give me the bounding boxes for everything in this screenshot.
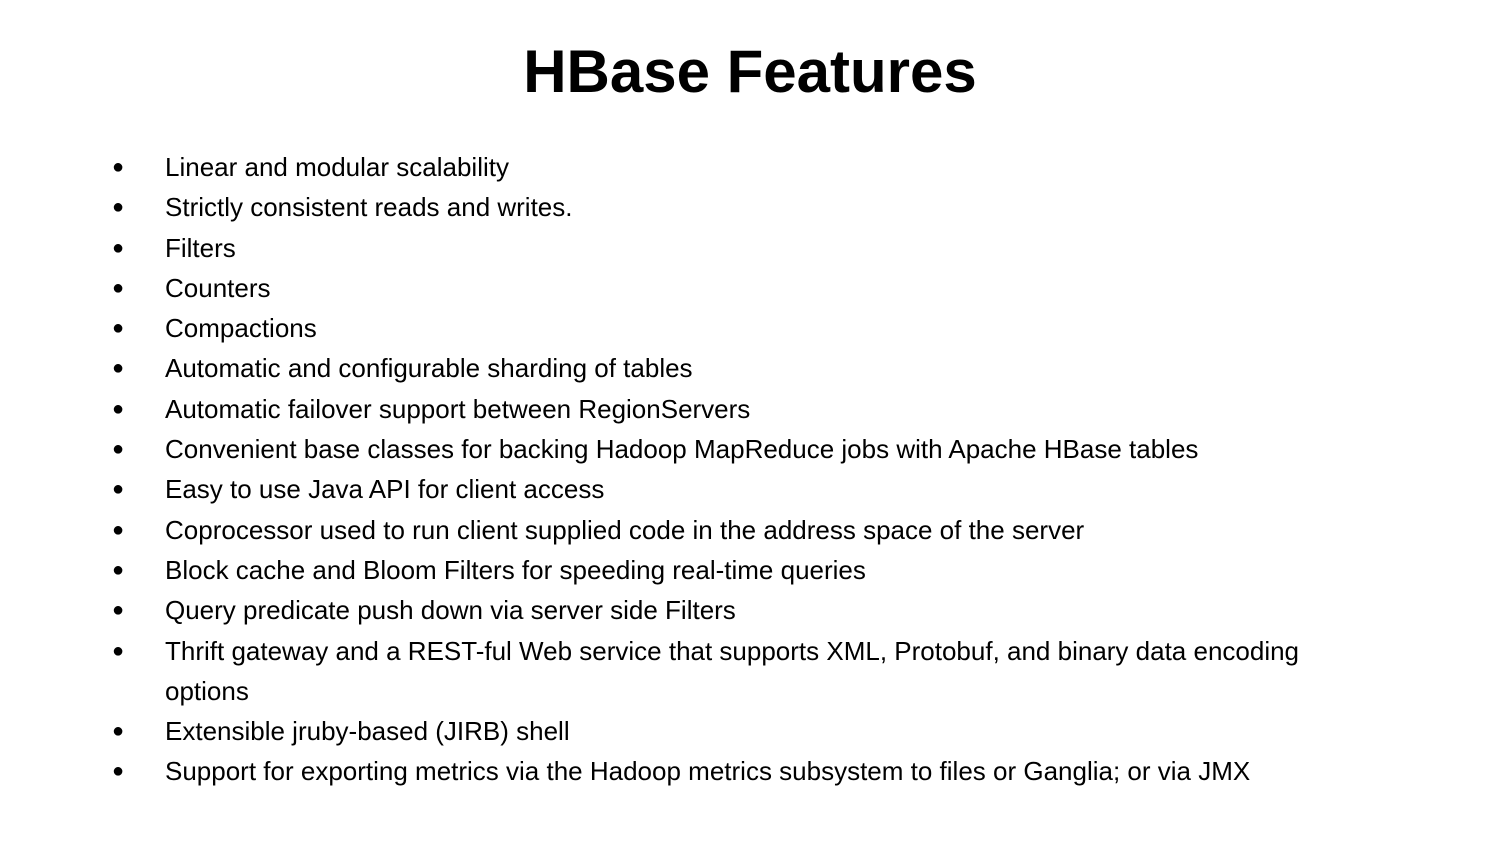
list-item (0, 711, 1500, 751)
list-item (0, 268, 1500, 308)
list-item-text: Query predicate push down via server side Filters (165, 595, 736, 626)
bullet-icon: ● (112, 357, 125, 380)
list-item-text: Compactions (165, 313, 317, 344)
bullet-icon: ● (112, 397, 125, 420)
list-item-text: Support for exporting metrics via the Hadoop metrics subsystem to files or Ganglia; or via JMX (165, 756, 1251, 787)
list-item (0, 590, 1500, 630)
list-item-text: Easy to use Java API for client access (165, 474, 605, 505)
list-item-text: Strictly consistent reads and writes. (165, 192, 573, 223)
bullet-icon: ● (112, 317, 125, 340)
bullet-icon: ● (112, 196, 125, 219)
list-item-text: Convenient base classes for backing Hadoop MapReduce jobs with Apache HBase tables (165, 434, 1199, 465)
list-item (0, 550, 1500, 590)
list-item-text: Automatic and configurable sharding of tables (165, 353, 693, 384)
bullet-icon: ● (112, 156, 125, 178)
bullet-icon: ● (112, 639, 125, 662)
list-item-text: Counters (165, 272, 271, 303)
list-item-text: Thrift gateway and a REST-ful Web service that supports XML, Protobuf, and binary data encoding options (165, 635, 1300, 706)
bullet-icon: ● (112, 599, 125, 622)
slide-title: HBase Features (523, 38, 977, 105)
bullet-icon: ● (112, 720, 125, 743)
list-item (0, 348, 1500, 388)
list-item-text: Extensible jruby-based (JIRB) shell (165, 716, 570, 747)
list-item (0, 147, 1500, 187)
bullet-icon: ● (112, 236, 125, 259)
list-item (0, 429, 1500, 469)
list-item-text: Block cache and Bloom Filters for speeding real-time queries (165, 554, 866, 585)
list-item (0, 751, 1500, 791)
list-item-text: Linear and modular scalability (165, 152, 509, 182)
list-item (0, 631, 1500, 712)
list-item (0, 389, 1500, 429)
bullet-icon: ● (112, 558, 125, 581)
list-item (0, 187, 1500, 227)
list-item-text: Coprocessor used to run client supplied code in the address space of the server (165, 514, 1085, 545)
bullet-icon: ● (112, 438, 125, 461)
list-item (0, 469, 1500, 509)
list-item-text: Automatic failover support between RegionServers (165, 393, 751, 424)
feature-list (0, 147, 1500, 792)
list-item (0, 228, 1500, 268)
list-item-text: Filters (165, 232, 236, 263)
list-item (0, 510, 1500, 550)
list-item (0, 308, 1500, 348)
bullet-icon: ● (112, 276, 125, 299)
bullet-icon: ● (112, 760, 125, 783)
bullet-icon: ● (112, 478, 125, 501)
bullet-icon: ● (112, 518, 125, 541)
